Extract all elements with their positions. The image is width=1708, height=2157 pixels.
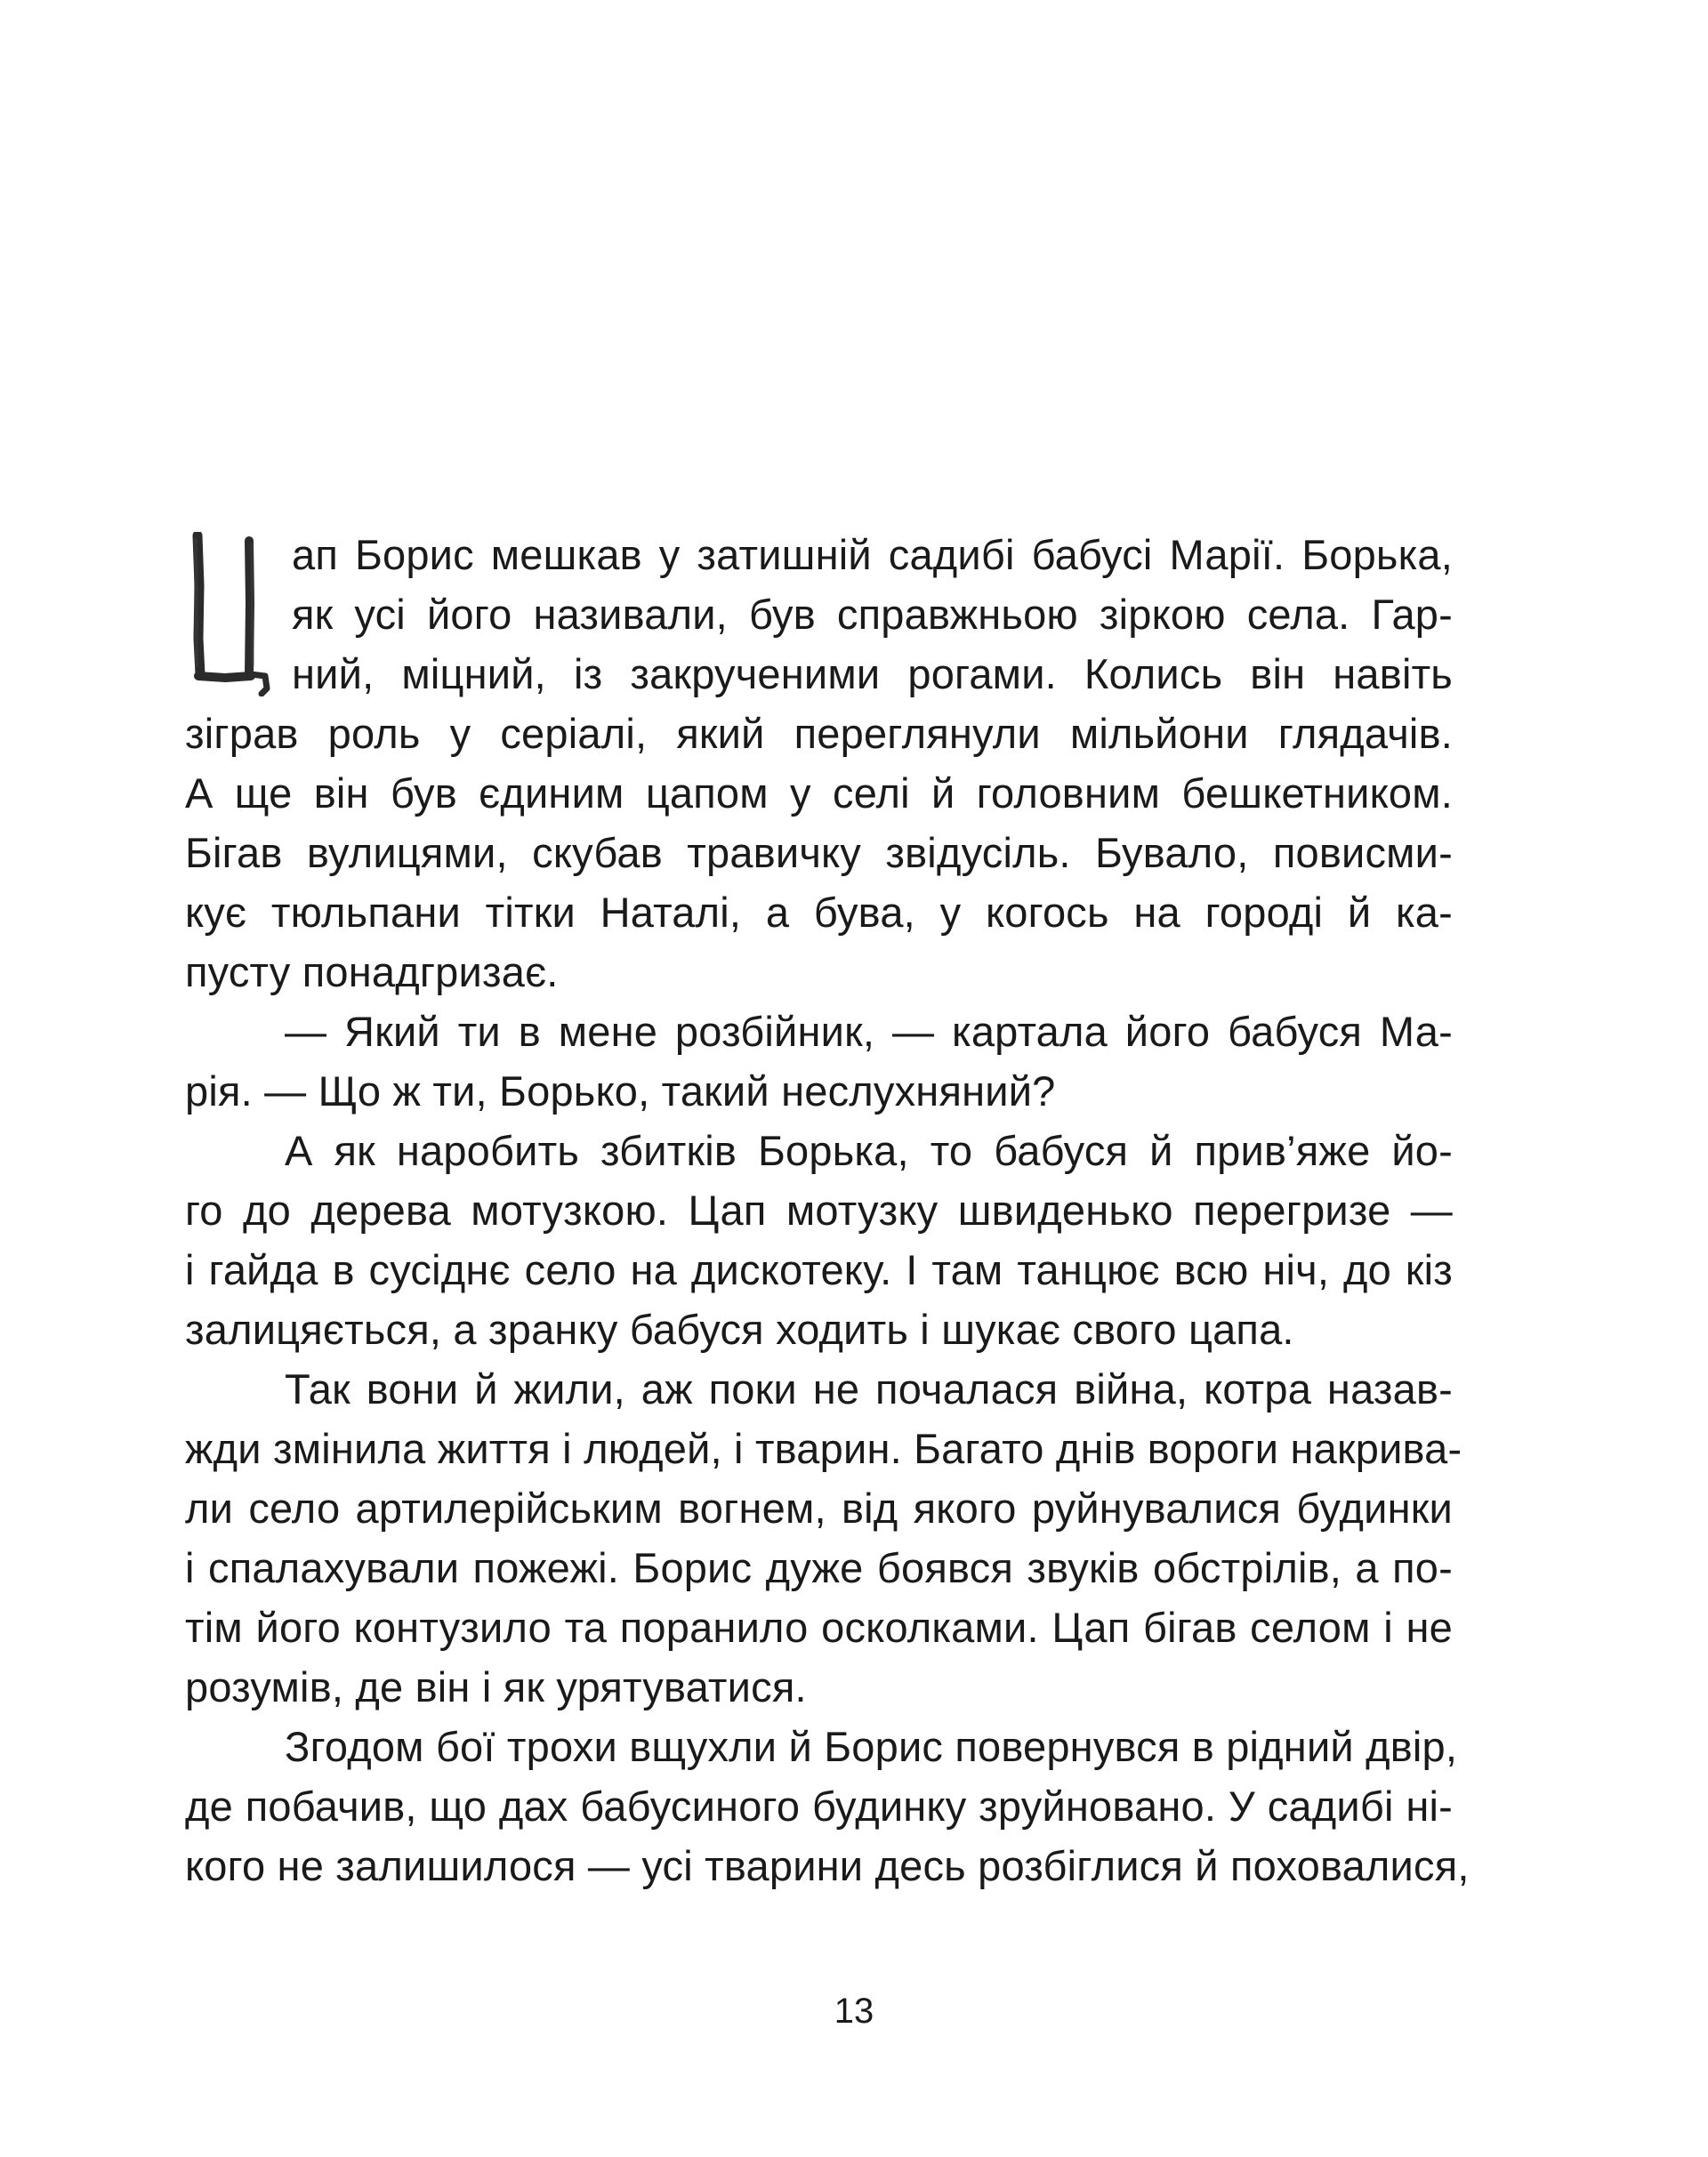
text-line: і спалахували пожежі. Борис дуже боявся звуків обстрілів, а по- (185, 1544, 1453, 1591)
text-line: залицяється, а зранку бабуся ходить і шукає свого цапа. (185, 1306, 1294, 1353)
text-line: зіграв роль у серіалі, який переглянули мільйони глядачів. (185, 710, 1453, 757)
text-line: — Який ти в мене розбійник, — картала його бабуся Ма- (285, 1008, 1453, 1055)
text-line: тім його контузило та поранило осколками. Цап бігав селом і не (185, 1604, 1453, 1651)
text-line: де побачив, що дах бабусиного будинку зруйновано. У садибі ні- (185, 1783, 1453, 1830)
text-line: як усі його називали, був справжньою зіркою села. Гар- (292, 591, 1453, 638)
text-line: А як наробить збитків Борька, то бабуся й прив’яже йо- (285, 1127, 1453, 1174)
text-line: Так вони й жили, аж поки не почалася війна, котра назав- (285, 1365, 1453, 1413)
page-number: 13 (834, 1992, 874, 2031)
text-line: ли село артилерійським вогнем, від якого руйнувалися будинки (185, 1485, 1453, 1532)
text-line: і гайда в сусіднє село на дискотеку. І там танцює всю ніч, до кіз (185, 1246, 1453, 1293)
text-line: пусту понадгризає. (185, 948, 559, 995)
text-line: рія. — Що ж ти, Борько, такий неслухняний? (185, 1067, 1056, 1115)
text-line: кого не залишилося — усі тварини десь розбіглися й поховалися, (185, 1842, 1470, 1889)
text-line: жди змінила життя і людей, і тварин. Багато днів вороги накрива- (185, 1425, 1462, 1472)
text-line: Згодом бої трохи вщухли й Борис повернувся в рідний двір, (285, 1723, 1458, 1770)
body-text (185, 525, 1470, 1895)
text-line: ап Борис мешкав у затишній садибі бабусі Марії. Борька, (292, 531, 1453, 578)
text-line: розумів, де він і як урятуватися. (185, 1663, 807, 1710)
text-line: кує тюльпани тітки Наталі, а бува, у когось на городі й ка- (185, 889, 1453, 936)
text-line: А ще він був єдиним цапом у селі й головним бешкетником. (185, 769, 1453, 817)
text-line: Бігав вулицями, скубав травичку звідусіль. Бувало, повисми- (185, 829, 1453, 876)
text-line: ний, міцний, із закрученими рогами. Колись він навіть (292, 650, 1453, 697)
text-line: го до дерева мотузкою. Цап мотузку швиденько перегризе — (185, 1187, 1453, 1234)
